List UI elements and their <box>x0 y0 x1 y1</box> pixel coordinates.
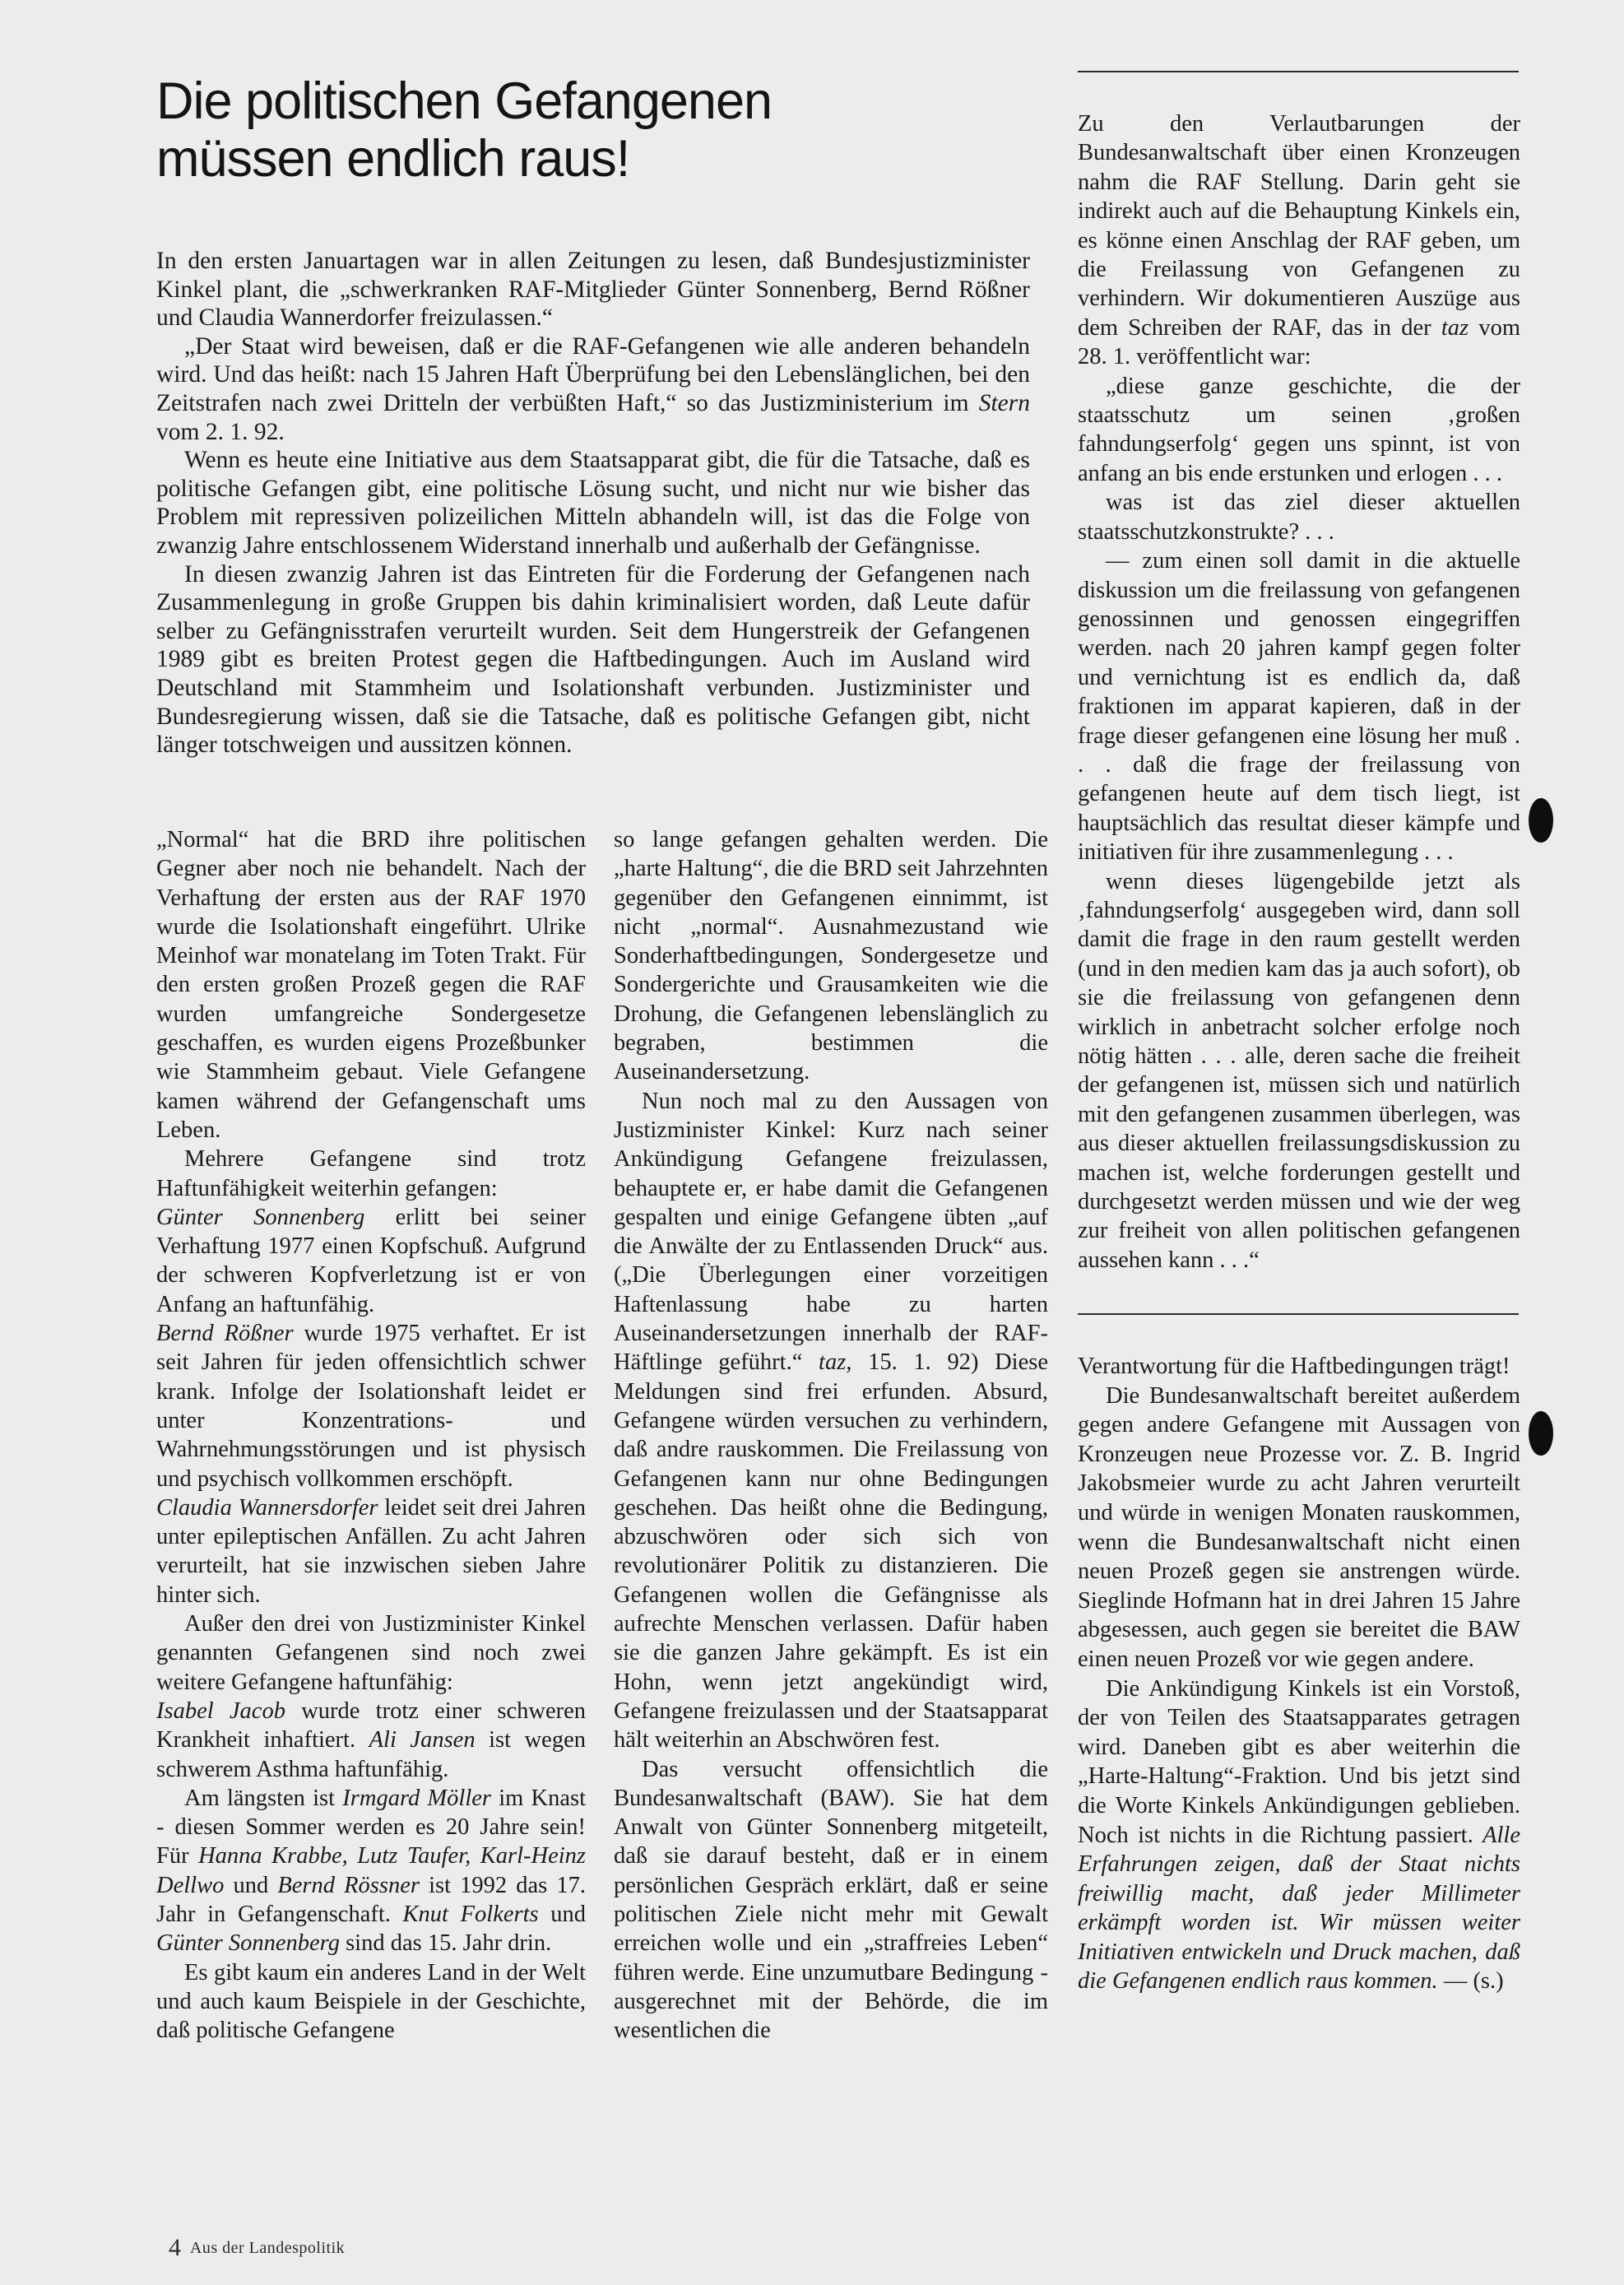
intro-paragraph: In den ersten Januartagen war in allen Zeitungen zu lesen, daß Bundesjustizminister Kinkel plant, die „schwerkranken RAF-Mitglieder Günter Sonnenberg, Bernd Rößner und Claudia Wannerdorfer freizulassen.“ <box>156 248 1030 332</box>
prisoner-name: Irmgard Möller <box>342 1785 492 1811</box>
publication-name: Stern <box>978 389 1030 416</box>
binder-hole <box>1529 1411 1553 1456</box>
intro-paragraph: Wenn es heute eine Initiative aus dem Staatsapparat gibt, die für die Tatsache, daß es politische Gefangen gibt, eine politische Lösung sucht, und nicht nur wie bisher das Problem mit repressiven polizeilichen Mitteln abhandeln will, ist das die Folge von zwanzig Jahre entschlossenem Widerstand innerhalb und außerhalb der Gefängnisse. <box>156 447 1030 559</box>
publication-name: taz <box>1441 314 1469 341</box>
sidebar-paragraph <box>1078 109 1520 372</box>
text-run: Zu den Verlautbarungen der Bundesanwaltschaft über einen Kronzeugen nahm die RAF Stellung. Darin geht sie indirekt auch auf die Behauptung Kinkels ein, es könne einen Anschlag der RAF geben, um die Freilassung von Gefangenen zu verhindern. Wir dokumentieren Auszüge aus dem Schreiben der RAF, das in der <box>1078 111 1520 341</box>
text-run: 15. 1. 92) Diese Meldungen sind frei erfunden. Absurd, Gefangene würden versuchen zu verhindern, daß andre rauskommen. Die Freilassung von Gefangenen kann nur ohne Bedingungen geschehen. Das heißt ohne die Bedingung, abzuschwören oder sich sich von revolutionärer Politik zu distanzieren. Die Gefangenen wollen die Gefängnisse als aufrechte Menschen verlassen. Dafür haben sie die ganzen Jahre gekämpft. Es ist ein Hohn, wenn jetzt angekündigt wird, Gefangene freizulassen und der Staatsapparat hält weiterhin an Abschwören fest. <box>614 1349 1048 1753</box>
intro-paragraph: In diesen zwanzig Jahren ist das Eintreten für die Forderung der Gefangenen nach Zusammenlegung in große Gruppen bis dahin kriminalisiert worden, daß Leute dafür selber zu Gefängnisstrafen verurteilt wurden. Seit dem Hungerstreik der Gefangenen 1989 gibt es breiten Protest gegen die Haftbedingungen. Auch im Ausland wird Deutschland mit Stammheim und Isolationshaft verbunden. Justizminister und Bundesregierung wissen, daß sie die Tatsache, daß es politische Gefangen gibt, nicht länger totschweigen und aussitzen können. <box>156 560 1030 759</box>
text-run: und <box>538 1901 587 1927</box>
body-paragraph: Das versucht offensichtlich die Bundesanwaltschaft (BAW). Sie hat dem Anwalt von Günter Sonnenberg mitgeteilt, daß sie darauf besteht, daß er in einem persönlichen Gespräch erklärt, daß er seine politischen Ziele nicht mehr mit Gewalt erreichen wolle und ein „straffreies Leben“ führen werde. Eine unzumutbare Bedingung - ausgerechnet mit der Behörde, die im wesentlichen die <box>614 1756 1048 2044</box>
headline-line-1: Die politischen Gefangenen <box>156 72 773 130</box>
body-paragraph: Die Bundesanwaltschaft bereitet außerdem gegen andere Gefangene mit Aussagen von Kronzeugen neue Prozesse vor. Z. B. Ingrid Jakobsmeier wurde zu acht Jahren verurteilt und würde in wenigen Monaten rauskommen, wenn die Bundesanwaltschaft nicht einen neuen Prozeß gegen sie anstrengen würde. Sieglinde Hofmann hat in drei Jahren 15 Jahre abgesessen, auch gegen sie bereitet die BAW einen neuen Prozeß vor wie gegen andere. <box>1078 1382 1520 1672</box>
body-paragraph <box>1078 1674 1520 1997</box>
text-run: ist 1992 das 17. Jahr in Gefangenschaft. <box>156 1872 587 1927</box>
text-run: im Knast - diesen Sommer werden es 20 Jahre sein! Für <box>156 1785 587 1869</box>
body-paragraph: so lange gefangen gehalten werden. Die „harte Haltung“, die die BRD seit Jahrzehnten gegenüber den Gefangenen einnimmt, ist nicht „normal“. Ausnahmezustand wie Sonderhaftbedingungen, Sondergesetze und Sondergerichte und Grausamkeiten wie die Drohung, die Gefangenen lebenslänglich zu begraben, bestimmen die Auseinandersetzung. <box>614 827 1048 1085</box>
text-run: „Der Staat wird beweisen, daß er die RAF-Gefangenen wie alle anderen behandeln wird. Und das heißt: nach 15 Jahren Haft Überprüfung bei den Lebenslänglichen, bei den Zeitstrafen nach zwei Dritteln der verbüßten Haft,“ so das Justizministerium im <box>156 332 1030 416</box>
quote-paragraph: „diese ganze geschichte, die der staatsschutz um seinen ‚großen fahndungserfolg‘ gegen uns spinnt, ist von anfang an bis ende erstunken und erlogen . . . <box>1078 373 1520 486</box>
body-paragraph: Mehrere Gefangene sind trotz Haftunfähigkeit weiterhin gefangen: <box>156 1146 586 1201</box>
body-column-1 <box>156 825 586 2045</box>
article-headline <box>156 72 1020 188</box>
section-name: Aus der Landespolitik <box>189 2239 346 2257</box>
quote-paragraph: wenn dieses lügengebilde jetzt als ‚fahndungserfolg‘ ausgegeben wird, dann soll damit die frage in den raum gestellt werden (und in den medien kam das ja auch sofort), ob sie die freilassung von gefangenen denn wirklich in anbetracht solcher erfolge noch nötig hätten . . . alle, deren sache die freiheit der gefangenen ist, müssen sich und natürlich mit den gefangenen zusammen überlegen, was aus dieser aktuellen freilassungsdiskussion zu machen ist, welche forderungen gestellt und durchgesetzt werden müssen und wie der weg zur freiheit von allen politischen gefangenen aussehen kann . . .“ <box>1078 868 1520 1273</box>
prisoner-name: Günter Sonnenberg <box>156 1930 340 1957</box>
body-paragraph: Verantwortung für die Haftbedingungen trägt! <box>1078 1354 1510 1379</box>
text-run: Die Ankündigung Kinkels ist ein Vorstoß, der von Teilen des Staatsapparates getragen wird. Daneben gibt es aber weiterhin die „Harte-Haltung“-Fraktion. Und bis jetzt sind die Worte Kinkels Ankündigungen geblieben. Noch ist nichts in die Richtung passiert. <box>1078 1675 1520 1848</box>
body-paragraph <box>156 1784 586 1958</box>
prisoner-name: Hanna Krabbe, Lutz Taufer, Karl-Heinz Dellwo <box>156 1843 586 1898</box>
prisoner-name: Claudia Wannersdorfer <box>156 1494 378 1521</box>
headline-line-2: müssen endlich raus! <box>156 130 630 188</box>
body-paragraph: Außer den drei von Justizminister Kinkel genannten Gefangenen sind noch zwei weitere Gefangene haftunfähig: <box>156 1611 586 1695</box>
body-paragraph: „Normal“ hat die BRD ihre politischen Gegner aber noch nie behandelt. Nach der Verhaftung der ersten aus der RAF 1970 wurde die Isolationshaft eingeführt. Ulrike Meinhof war monatelang im Toten Trakt. Für den ersten großen Prozeß gegen die RAF wurden umfangreiche Sondergesetze geschaffen, es wurden eigens Prozeßbunker wie Stammheim gebaut. Viele Gefangene kamen während der Gefangenschaft ums Leben. <box>156 827 586 1143</box>
sidebar-bottom-rule <box>1078 1313 1519 1315</box>
sidebar-top-rule <box>1078 71 1519 72</box>
body-column-3 <box>1078 1352 1520 1996</box>
publication-name: taz, <box>819 1349 852 1376</box>
page-footer <box>169 2234 345 2262</box>
text-run: Am längsten ist <box>184 1785 343 1811</box>
page-number: 4 <box>169 2234 182 2261</box>
prisoner-name: Isabel Jacob <box>156 1697 285 1724</box>
sidebar-column <box>1078 109 1520 1275</box>
body-paragraph <box>156 1203 586 1319</box>
prisoner-name: Knut Folkerts <box>402 1901 539 1927</box>
text-run: wurde 1975 verhaftet. Er ist seit Jahren für jeden offensichtlich schwer krank. Infolge der Isolationshaft leidet er unter Konzentrations- und Wahrnehmungsstörungen und ist physisch und psychisch vollkommen erschöpft. <box>156 1321 586 1492</box>
body-column-2 <box>614 825 1048 2045</box>
text-run: vom 28. 1. veröffentlicht war: <box>1078 314 1521 370</box>
text-run: erlitt bei seiner Verhaftung 1977 einen Kopfschuß. Aufgrund der schweren Kopfverletzung ist er von Anfang an haftunfähig. <box>156 1204 586 1317</box>
text-run: leidet seit drei Jahren unter epileptischen Anfällen. Zu acht Jahren verurteilt, hat sie inzwischen sieben Jahre hinter sich. <box>156 1494 586 1608</box>
intro-paragraph <box>156 332 1030 446</box>
body-paragraph <box>156 1493 586 1609</box>
binder-hole <box>1529 798 1553 843</box>
text-run: wurde trotz einer schweren Krankheit inhaftiert. <box>156 1697 586 1753</box>
body-paragraph <box>156 1697 586 1784</box>
prisoner-name: Bernd Rössner <box>277 1872 420 1898</box>
intro-block <box>156 247 1030 759</box>
closing-statement: Alle Erfahrungen zeigen, daß der Staat nichts freiwillig macht, daß jeder Millimeter erkämpft worden ist. Wir müssen weiter Initiativen entwickeln und Druck machen, daß die Gefangenen endlich raus kommen. <box>1078 1822 1520 1995</box>
text-run: und <box>224 1872 278 1898</box>
text-run: ist wegen schwerem Asthma haftunfähig. <box>156 1727 586 1782</box>
prisoner-name: Bernd Rößner <box>156 1321 294 1347</box>
quote-paragraph: — zum einen soll damit in die aktuelle diskussion um die freilassung von gefangenen genossinnen und genossen eingegriffen werden. nach 20 jahren kampf gegen folter und vernichtung ist es endlich da, daß fraktionen im apparat kapieren, daß in der frage dieser gefangenen eine lösung her muß . . . daß die frage der freilassung von gefangenen heute auf dem tisch liegt, ist hauptsächlich das resultat dieser kämpfe und initiativen für ihre zusammenlegung . . . <box>1078 548 1520 866</box>
prisoner-name: Ali Jansen <box>369 1727 476 1753</box>
quote-paragraph: was ist das ziel dieser aktuellen staatsschutzkonstrukte? . . . <box>1078 490 1520 545</box>
text-run: vom 2. 1. 92. <box>156 418 285 445</box>
body-paragraph: Es gibt kaum ein anderes Land in der Welt und auch kaum Beispiele in der Geschichte, daß politische Gefangene <box>156 1959 586 2044</box>
text-run: sind das 15. Jahr drin. <box>339 1930 552 1957</box>
body-paragraph <box>156 1319 586 1493</box>
text-run: Nun noch mal zu den Aussagen von Justizminister Kinkel: Kurz nach seiner Ankündigung Gefangene freizulassen, behauptete er, er habe damit die Gefangenen gespalten und einige Gefangene übten „auf die Anwälte der zu Entlassenden Druck“ aus. („Die Überlegungen einer vorzeitigen Haftenlassung habe zu harten Auseinandersetzungen innerhalb der RAF-Häftlinge geführt.“ <box>614 1088 1048 1376</box>
prisoner-name: Günter Sonnenberg <box>156 1204 365 1230</box>
author-signature: — (s.) <box>1437 1968 1504 1995</box>
body-paragraph <box>614 1087 1048 1755</box>
